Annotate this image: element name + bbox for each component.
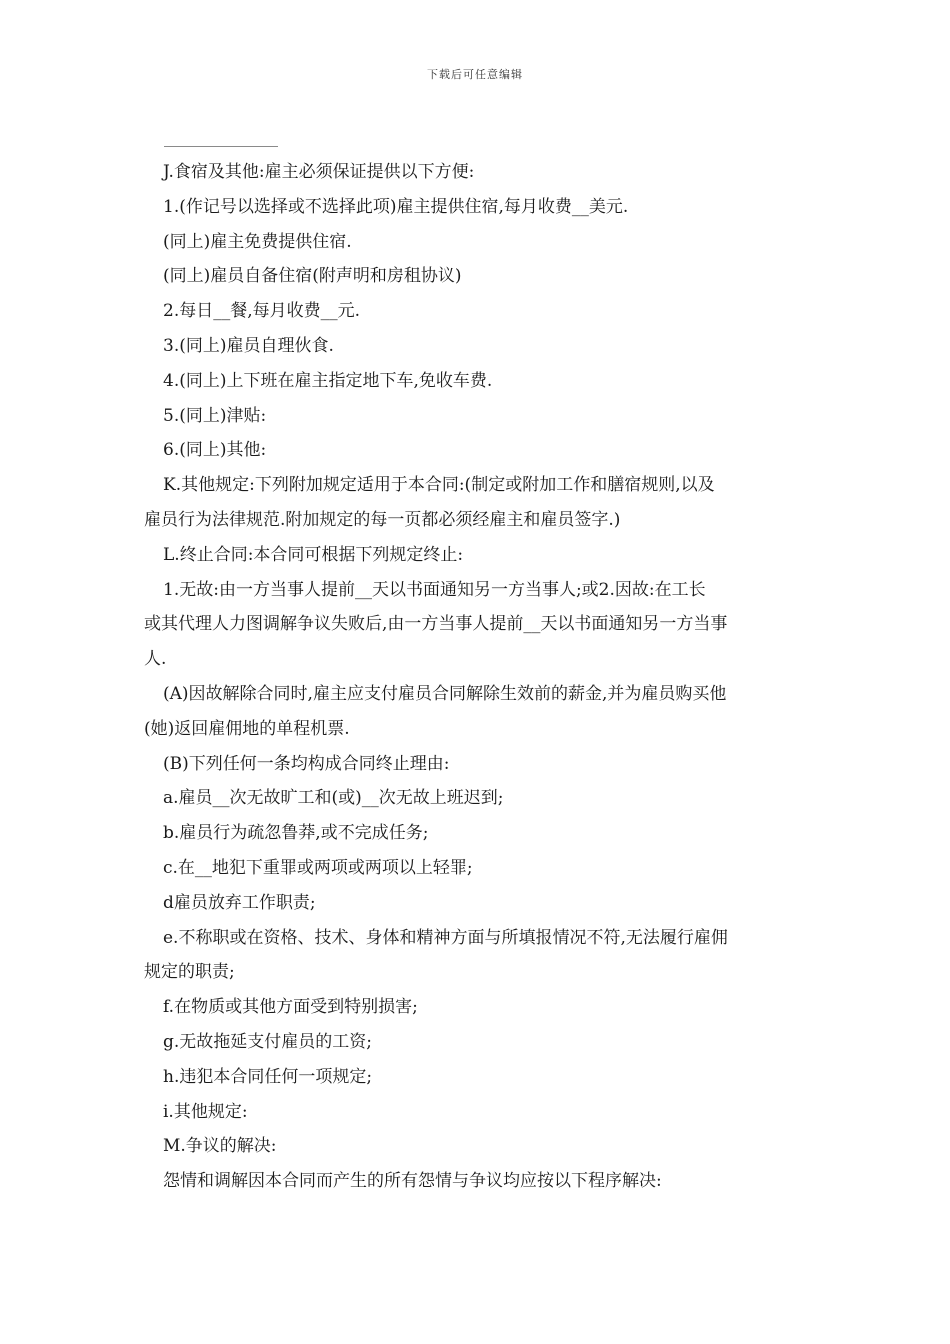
- text-line: (B)下列任何一条均构成合同终止理由:: [163, 753, 450, 774]
- text-line: 人.: [144, 649, 167, 670]
- text-line: h.违犯本合同任何一项规定;: [163, 1066, 373, 1087]
- text-line: 或其代理人力图调解争议失败后,由一方当事人提前__天以书面通知另一方当事: [144, 614, 728, 635]
- text-line: (A)因故解除合同时,雇主应支付雇员合同解除生效前的薪金,并为雇员购买他: [163, 683, 727, 704]
- document-body: [144, 155, 814, 1199]
- text-line: 雇员行为法律规范.附加规定的每一页都必须经雇主和雇员签字.): [144, 509, 621, 530]
- text-line: (她)返回雇佣地的单程机票.: [144, 718, 350, 739]
- page-header: 下载后可任意编辑: [427, 68, 523, 81]
- text-line: c.在__地犯下重罪或两项或两项以上轻罪;: [163, 857, 473, 878]
- text-line: e.不称职或在资格、技术、身体和精神方面与所填报情况不符,无法履行雇佣: [163, 927, 728, 948]
- text-line: 3.(同上)雇员自理伙食.: [163, 335, 334, 356]
- text-line: a.雇员__次无故旷工和(或)__次无故上班迟到;: [163, 788, 504, 809]
- text-line: 2.每日__餐,每月收费__元.: [163, 301, 361, 322]
- text-line: (同上)雇主免费提供住宿.: [163, 231, 352, 252]
- text-line: g.无故拖延支付雇员的工资;: [163, 1031, 373, 1052]
- text-line: i.其他规定:: [163, 1101, 248, 1122]
- text-line: J.食宿及其他:雇主必须保证提供以下方便:: [163, 162, 475, 182]
- text-line: 怨情和调解因本合同而产生的所有怨情与争议均应按以下程序解决:: [163, 1171, 662, 1192]
- text-line: d雇员放弃工作职责;: [163, 892, 316, 913]
- text-line: b.雇员行为疏忽鲁莽,或不完成任务;: [163, 823, 429, 844]
- text-line: 1.(作记号以选择或不选择此项)雇主提供住宿,每月收费__美元.: [163, 196, 629, 217]
- text-line: L.终止合同:本合同可根据下列规定终止:: [163, 544, 464, 565]
- text-line: 5.(同上)津贴:: [163, 405, 267, 426]
- text-line: 规定的职责;: [144, 962, 235, 983]
- separator-line: [164, 146, 278, 147]
- text-line: 4.(同上)上下班在雇主指定地下车,免收车费.: [163, 370, 493, 391]
- text-line: (同上)雇员自备住宿(附声明和房租协议): [163, 266, 462, 287]
- text-line: 1.无故:由一方当事人提前__天以书面通知另一方当事人;或2.因故:在工长: [163, 579, 706, 600]
- text-line: f.在物质或其他方面受到特别损害;: [163, 997, 418, 1018]
- text-line: M.争议的解决:: [163, 1136, 277, 1157]
- text-line: K.其他规定:下列附加规定适用于本合同:(制定或附加工作和膳宿规则,以及: [163, 475, 715, 496]
- text-line: 6.(同上)其他:: [163, 440, 267, 461]
